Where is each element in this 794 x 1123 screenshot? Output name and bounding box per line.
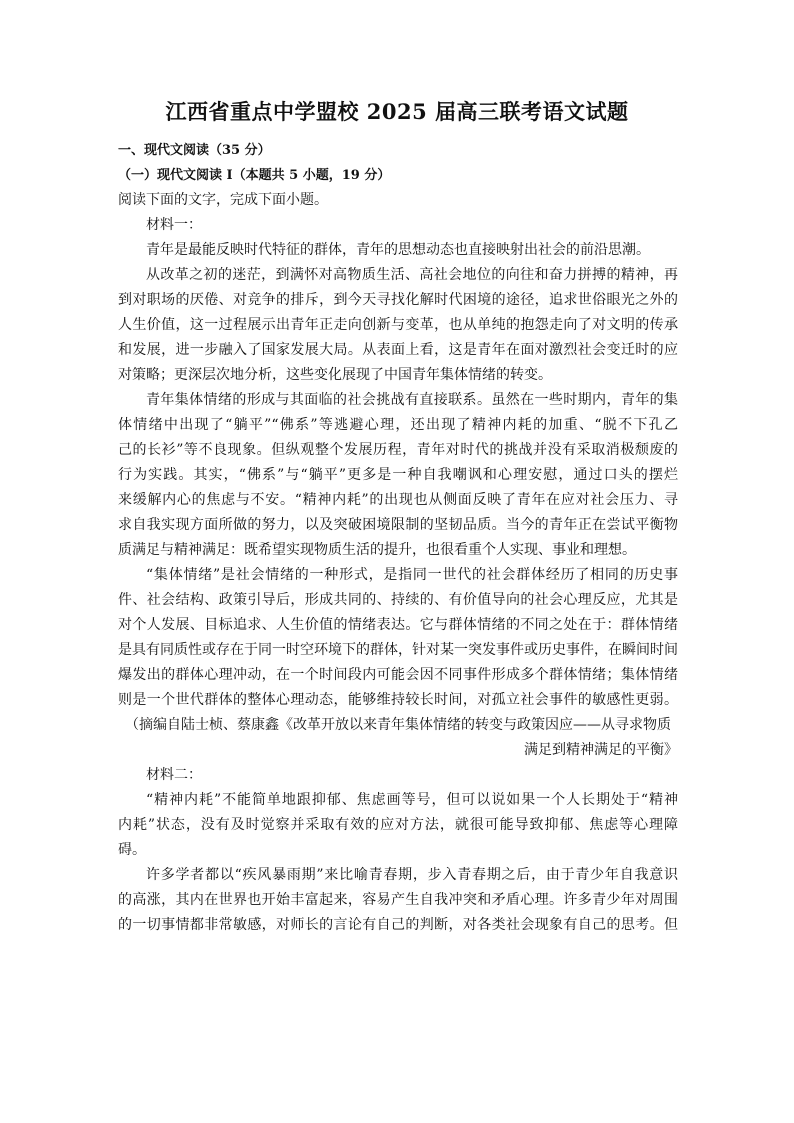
text-line: 质满足与精神满足：既希望实现物质生活的提升，也很看重个人实现、事业和理想。 [118, 542, 636, 558]
text-line: 是具有同质性或存在于同一时空环境下的群体，针对某一突发事件或历史事件，在瞬间时间 [118, 642, 678, 658]
material1-label: 材料一： [146, 217, 202, 233]
text-line: 体情绪中出现了“躺平”“佛系”等逃避心理，还出现了精神内耗的加重、“脱不下孔乙 [118, 417, 678, 433]
text-line: 碍。 [118, 842, 146, 858]
text-line: 行为实践。其实，“佛系”与“躺平”更多是一种自我嘲讽和心理安慰，通过口头的摆烂 [118, 467, 678, 483]
text-line: 的高涨，其内在世界也开始丰富起来，容易产生自我冲突和矛盾心理。许多青少年对周围 [118, 892, 678, 908]
text-line: 青年是最能反映时代特征的群体，青年的思想动态也直接映射出社会的前沿思潮。 [146, 242, 650, 258]
material1-paragraph [118, 388, 678, 563]
text-line: 对个人发展、目标追求、人生价值的情绪表达。它与群体情绪的不同之处在于：群体情绪 [118, 617, 678, 633]
text-line: 和发展，进一步融入了国家发展大局。从表面上看，这是青年在面对激烈社会变迁时的应 [118, 342, 678, 358]
material2-paragraph [118, 788, 678, 863]
text-line: 从改革之初的迷茫，到满怀对高物质生活、高社会地位的向往和奋力拼搏的精神，再 [146, 267, 678, 283]
text-line: 来缓解内心的焦虑与不安。“精神内耗”的出现也从侧面反映了青年在应对社会压力、寻 [118, 492, 678, 508]
material2-label: 材料二： [146, 767, 202, 783]
text-line: 的一切事情都非常敏感，对师长的言论有自己的判断，对各类社会现象有自己的思考。但 [118, 917, 678, 933]
instruction-text: 阅读下面的文字，完成下面小题。 [118, 192, 328, 208]
subsection-heading: （一）现代文阅读 I（本题共 5 小题，19 分） [118, 168, 391, 183]
text-line: 人生价值，这一过程展示出青年正走向创新与变革，也从单纯的抱怨走向了对文明的传承 [118, 317, 678, 333]
material1-paragraph [118, 563, 678, 713]
source-citation-cont: 满足到精神满足的平衡》 [524, 742, 678, 758]
section-heading: 一、现代文阅读（35 分） [118, 143, 271, 158]
text-line: 件、社会结构、政策引导后，形成共同的、持续的、有价值导向的社会心理反应，尤其是 [118, 592, 678, 608]
text-line: 爆发出的群体心理冲动，在一个时间段内可能会因不同事件形成多个群体情绪；集体情绪 [118, 667, 678, 683]
material1-paragraph [118, 263, 678, 388]
exam-title: 江西省重点中学盟校 2025 届高三联考语文试题 [165, 99, 629, 124]
text-line: 许多学者都以“疾风暴雨期”来比喻青春期，步入青春期之后，由于青少年自我意识 [146, 867, 678, 883]
material1-paragraph [118, 238, 678, 263]
text-line: 对策略；更深层次地分析，这些变化展现了中国青年集体情绪的转变。 [118, 367, 552, 383]
text-line: 求自我实现方面所做的努力，以及突破困境限制的坚韧品质。当今的青年正在尝试平衡物 [118, 517, 678, 533]
material2-paragraph [118, 863, 678, 938]
text-line: 内耗”状态，没有及时觉察并采取有效的应对方法，就很可能导致抑郁、焦虑等心理障 [118, 817, 678, 833]
text-line: “集体情绪”是社会情绪的一种形式，是指同一世代的社会群体经历了相同的历史事 [146, 567, 678, 583]
document-body [118, 138, 678, 938]
text-line: “精神内耗”不能简单地跟抑郁、焦虑画等号，但可以说如果一个人长期处于“精神 [146, 792, 678, 808]
source-citation: （摘编自陆士桢、蔡康鑫《改革开放以来青年集体情绪的转变与政策因应——从寻求物质 [125, 717, 671, 733]
text-line: 己的长衫”等不良现象。但纵观整个发展历程，青年对时代的挑战并没有采取消极颓废的 [118, 442, 678, 458]
text-line: 则是一个世代群体的整体心理动态，能够维持较长时间，对孤立社会事件的敏感性更弱。 [118, 692, 678, 708]
text-line: 青年集体情绪的形成与其面临的社会挑战有直接联系。虽然在一些时期内，青年的集 [146, 392, 678, 408]
text-line: 到对职场的厌倦、对竞争的排斥，到今天寻找化解时代困境的途径，追求世俗眼光之外的 [118, 292, 678, 308]
